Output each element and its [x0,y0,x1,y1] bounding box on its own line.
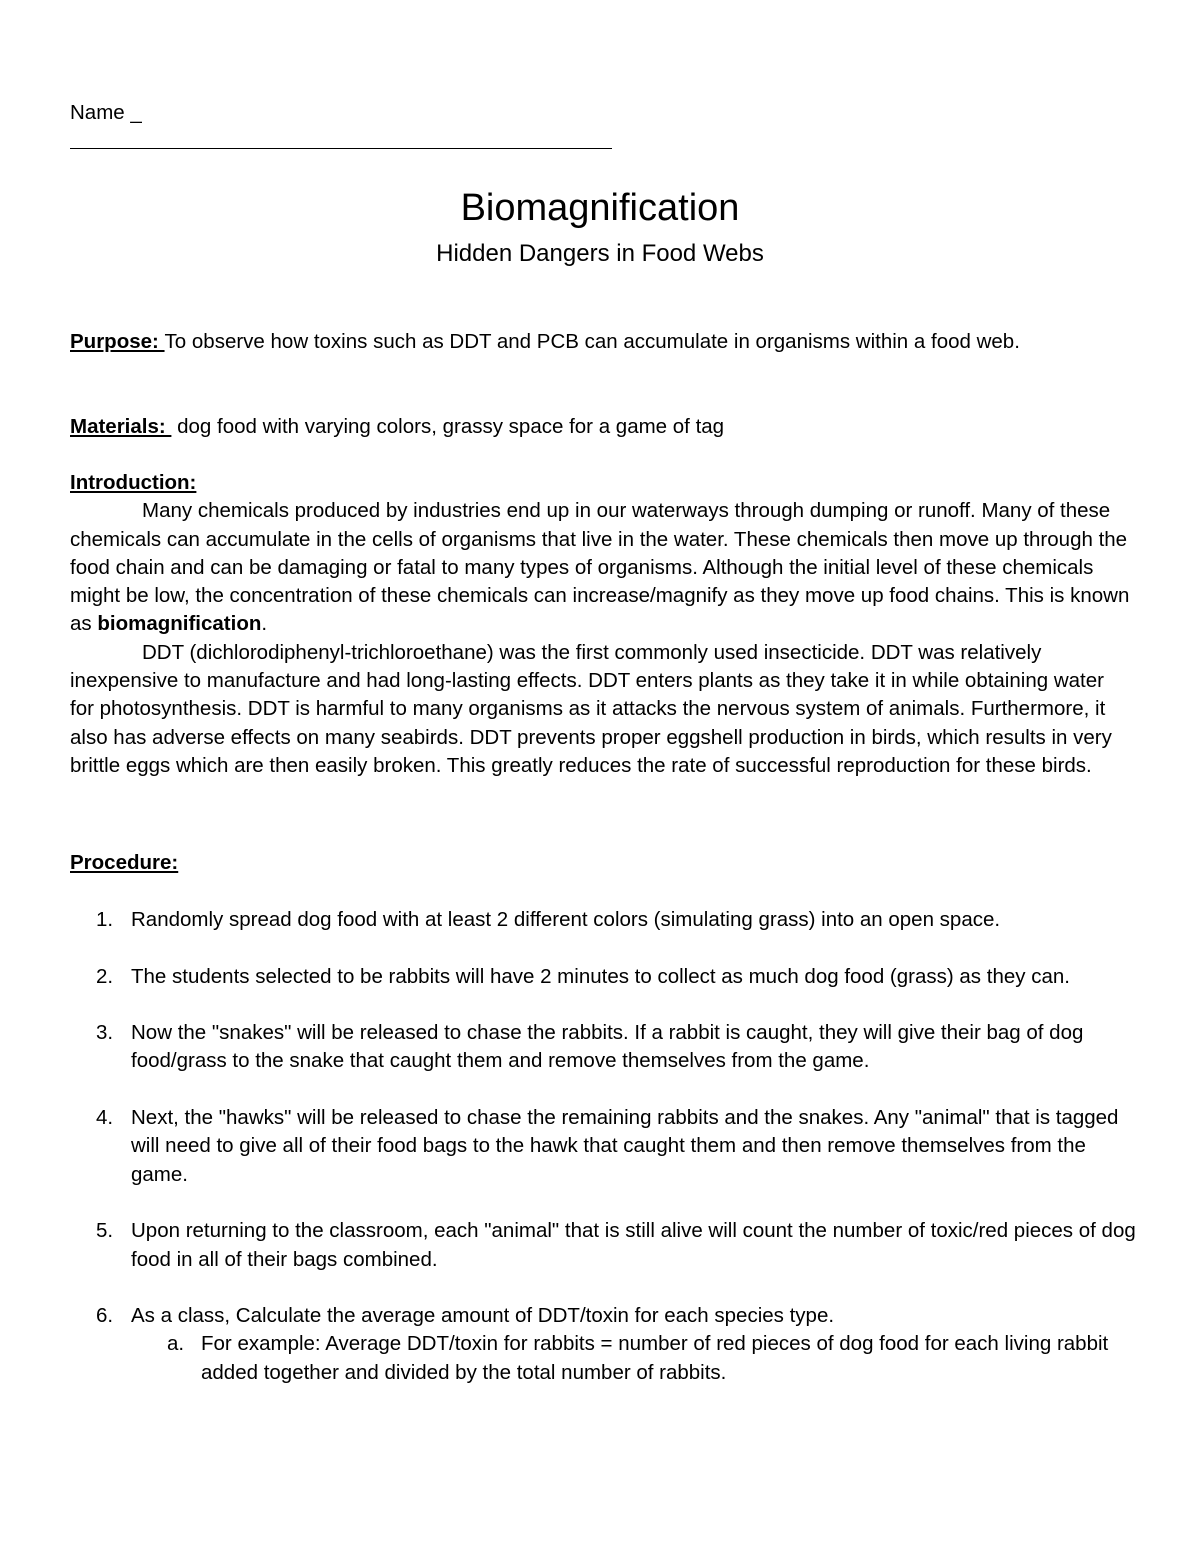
step-number: 1. [96,908,114,931]
introduction-paragraph-1 [70,497,1130,638]
materials-text: dog food with varying colors, grassy space for a game of tag [177,415,725,438]
page-title: Biomagnification [460,187,740,229]
step-text: Randomly spread dog food with at least 2 different colors (simulating grass) into an open space. [131,908,1001,931]
intro-p1-text: Many chemicals produced by industries end up in our waterways through dumping or runoff. Many of these chemicals can accumulate in the cells of organisms that live in the water. These chemicals then move up through the food chain and can be damaging or fatal to many types of organisms. Although the initial level of these chemicals might be low, the concentration of these chemicals can increase/magnify as they move up food chains. This is known as [70,499,1130,636]
procedure-step [70,1217,1140,1274]
step-text: Next, the "hawks" will be released to chase the remaining rabbits and the snakes. Any "animal" that is tagged will need to give all of their food bags to the hawk that caught them and then remove themselves from the game. [131,1106,1119,1186]
procedure-step [70,1104,1140,1189]
name-blank-line[interactable] [70,148,612,149]
procedure-substep [70,1330,1140,1387]
intro-p1-end: . [261,612,268,636]
intro-p2-lead: DDT [142,640,184,664]
substep-text: For example: Average DDT/toxin for rabbits = number of red pieces of dog food for each living rabbit added together and divided by the total number of rabbits. [201,1332,1109,1384]
name-field-label: Name _ [70,101,142,124]
step-text: The students selected to be rabbits will have 2 minutes to collect as much dog food (grass) as they can. [131,964,1070,988]
procedure-steps [70,906,1140,1387]
step-text: Now the "snakes" will be released to chase the rabbits. If a rabbit is caught, they will give their bag of dog food/grass to the snake that caught them and remove themselves from the game. [131,1021,1084,1073]
procedure-label-row [70,849,1130,877]
biomagnification-term: biomagnification [97,612,262,636]
step-number: 5. [96,1219,114,1243]
procedure-step [70,963,1140,991]
step-number: 2. [96,964,114,988]
step-number: 4. [96,1106,114,1130]
purpose-section [70,328,1130,356]
step-text: As a class, Calculate the average amount of DDT/toxin for each species type. [131,1304,835,1328]
procedure-step [70,1302,1140,1387]
purpose-text: To observe how toxins such as DDT and PCB can accumulate in organisms within a food web. [164,330,1020,353]
substep-letter: a. [167,1332,185,1356]
procedure-label: Procedure: [70,851,179,874]
step-number: 3. [96,1021,114,1045]
procedure-step [70,906,1140,934]
materials-label: Materials: [70,415,172,438]
step-number: 6. [96,1304,114,1328]
introduction-label: Introduction: [70,471,197,494]
page-subtitle: Hidden Dangers in Food Webs [436,240,764,267]
procedure-step [70,1019,1140,1076]
introduction-paragraph-2 [70,639,1130,780]
introduction-section [70,469,1130,780]
step-text: Upon returning to the classroom, each "animal" that is still alive will count the number of toxic/red pieces of dog food in all of their bags combined. [131,1219,1136,1271]
purpose-label: Purpose: [70,330,165,353]
intro-p2-text: (dichlorodiphenyl-trichloroethane) was the first commonly used insecticide. DDT was relatively inexpensive to manufacture and had long-lasting effects. DDT enters plants as they take it in while obtaining water for photosynthesis. DDT is harmful to many organisms as it attacks the nervous system of animals. Furthermore, it also has adverse effects on many seabirds. DDT prevents proper eggshell production in birds, which results in very brittle eggs which are then easily broken. This greatly reduces the rate of successful reproduction for these birds. [70,640,1112,777]
materials-section [70,413,1130,441]
